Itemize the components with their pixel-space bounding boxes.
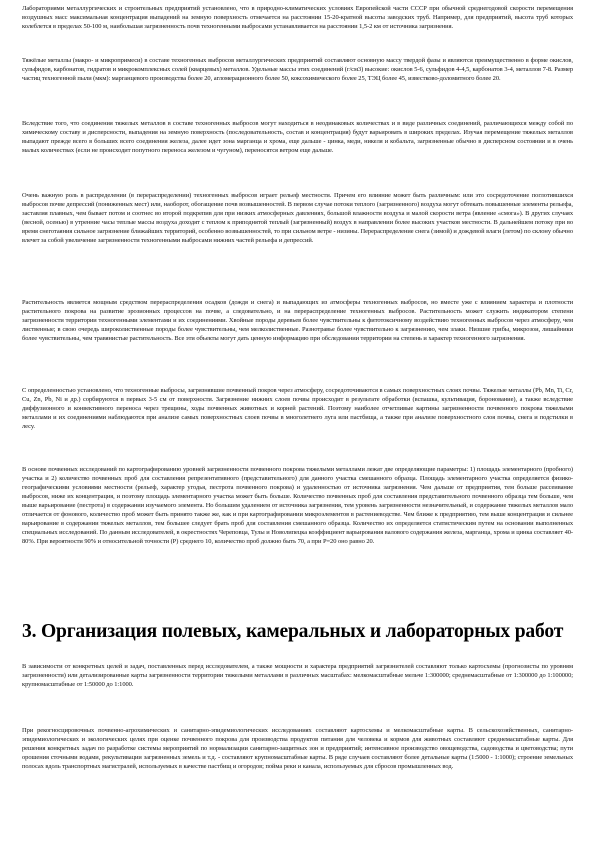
paragraph-map-purposes: При рекогносцировочных почвенно-агрохимических и санитарно-эпидемиологических исследованиях составляют картосхемы и мелкомасштабные карты. В сельскохозяйственных, санитарно-эпидемиологических и экологических целях при оценке почвенного покрова для производства продуктов питания для человека и кормов для животных составляют среднемасштабные карты. Для решения конкретных задач по разработке системы мероприятий по нормализации санитарно-защитных зон и предприятий; интенсивное производство овощеводства, садоводства и цветоводства; пути орошения сточными водами, рекультивации загрязненных земель и т.д. - составляют крупномасштабные карты. В ряде случаев составляют более детальные карты (1:5000 - 1:1000); строение земельных полосах вдоль транспортных магистралей, используемых в качестве пастбищ и огородов; пойма реки и канала, используемых для сбросов промышленных вод. [22, 727, 573, 771]
section-heading: 3. Организация полевых, камеральных и лабораторных работ [22, 621, 564, 642]
paragraph-sampling-parameters: В основе почвенных исследований по картографированию уровней загрязненности почвенного покрова тяжелыми металлами лежат две определяющие параметры: 1) площадь элементарного (пробного) участка и 2) количество почвенных проб для составления репрезентативного (представительного) для данного участка смешанного образца. Площадь элементарного участка определяется физико-географическими условиями местности (рельеф, характер угодья, пестрота почвенного покрова) и удаленностью от источника загрязнения. Чем дальше от предприятия, тем больше рассеивание выбросов, ниже их концентрация, и поэтому площадь элементарного участка может быть больше. Количество почвенных проб для составления представительного почвенного образца тем больше, чем выше варьирование (пестрота) в содержании изучаемого элемента. Но большим удалением от источника загрязнения, тем уровень загрязненности незначительный, и содержание тяжелых металлов мало отличается от фонового, количество проб может быть принято также же, как и при картографировании микроэлементов в растениеводстве. Чем ближе к предприятию, тем выше концентрация и сильнее варьирование в содержании тяжелых металлов, тем большее следует брать проб для составления смешанного образца. Количество их определяется статистическим путем на основании выполненных специальных исследований. По данным исследователей, в окрестностях Череповца, Тулы и Новолипецка коэффициент варьирования валового содержания железа, марганца, хрома и цинка составляет 40-80%. При вероятности 90% и относительной точности (P) среднего 10, количество проб должно быть 70, а при P=20 оно равно 20. [22, 466, 573, 546]
paragraph-relief-influence: Очень важную роль в распределении (в перераспределении) техногенных выбросов играет рельеф местности. Причем его влияние может быть различным: или это сосредоточение поглотившихся выбросов почве депрессий (пониженных мест) или, наоборот, обогащение почв возвышенностей. В первом случае потоки теплого (загрязненного) воздуха могут обтекать повышенные элементы рельефа, заставляя плавных, чем бывает потом и соотнес во второй подкрепив для при низких атмосферных давлениях, большой влажности воздуха и малой скорости ветра (явление «смога»). В других случаях (весной, осенью) в утренние часы теплые массы воздуха доходят с теплом к приподнятой теплый (загрязненный) воздух в направлении более высоких участков местности. В дальнейшем потоку при во время снеготаяния сильное загрязнение ближайших территорий, особенно возвышенностей, то при сильном ветре - низины. Перераспределение снега (зимой) и дождевой влаги (летом) по склону обычно влечет за собой увеличение загрязненности техногенными выбросами нижних частей рельефа и депрессий. [22, 192, 573, 245]
paragraph-vegetation-role: Растительность является мощным средством перераспределения осадков (дождя и снега) и выпадающих из атмосферы техногенных выбросов, но вместе уже с влиянием характера и плотности растительного покрова на развитие эрозионных процессов на почве, а следовательно, и на перераспределение техногенных выбросов. Растительность может служить индикатором степени загрязненности территории техногенными элементами и их соединениями. Хвойные породы деревьев более чувствительны к фитотоксичному воздействию техногенных выбросов через атмосферу, чем лиственные; в свою очередь широколиственные породы более чувствительны, чем мелколиственные. Разнотравье более чувствительно к загрязнению, чем злаки. Низшие грибы, микрозои, лишайники более чувствительны, чем травянистые растительность. Все эти объекты могут дать ценную информацию при обследовании территории на степень и характер техногенного загрязнения. [22, 299, 573, 343]
paragraph-deposition-variation: Вследствие того, что соединения тяжелых металлов в составе техногенных выбросов могут находиться в неодинаковых количествах и в виде различных соединений, различающихся между собой по химическому составу и дисперсности, выпадения на земную поверхность (последовательность, состав и концентрация) будут варьировать в широких пределах. Изучая перемещение тяжелых металлов выпадают прежде всего в больших всего соединения железа, далее идет зона марганца и хрома, еще дальше - цинка, меди, никеля и кобальта, загрязненные обычно в дисперсном состоянии и в очень малых количествах (если не происходит попутного переноса железом и чугуном), переносятся ветром еще дальше. [22, 120, 573, 155]
paragraph-surface-layers: С определенностью установлено, что техногенные выбросы, загрязнявшие почвенный покров через атмосферу, сосредоточиваются в самых поверхностных слоях почвы. Тяжелые металлы (Pb, Mn, Ti, Cr, Cu, Zn, Pb, Ni и др.) сорбируются в первых 3-5 см от поверхности. Загрязнение нижних слоев почвы происходит в результате обработки (вспашка, культивация, боронование), а также вследствие диффузионного и конвективного переноса через трещины, ходы почвенных животных и корней растений. Поэтому наиболее отчетливые картины загрязненности почвенного покрова тяжелыми металлами и их соединениями наблюдаются при анализе самых поверхностных слоев почвы в многолетнего луга или пастбища, а также при анализе поверхностного слоя почвы, снега и подстилки в лесу. [22, 387, 573, 431]
paragraph-map-scales: В зависимости от конкретных целей и задач, поставленных перед исследователем, а также мощности и характера предприятий загрязнителей составляют только картосхемы (прогнозисты по уровням загрязненности) или детализированные карты загрязненности территории тяжелыми металлами в различных масштабах: мелкомасштабные мельче 1:300000; среднемасштабные от 1:300000 до 1:100000; крупномасштабные от 1:50000 до 1:1000. [22, 663, 573, 689]
paragraph-emissions-distance: Лабораториями металлургических и строительных предприятий установлено, что в природно-климатических условиях Европейской части СССР при обычной среднегодовой скорости перемещения воздушных масс максимальная концентрация выпадений на земную поверхность отмечается на расстоянии 15-20-кратной высоты заводских труб. Например, для предприятий, высота труб которых колеблется в пределах 50-100 м, наибольшая загрязненность почв техногенными выбросами устанавливается на расстоянии 1,5-2 км от источника загрязнения. [22, 5, 573, 31]
paragraph-heavy-metals-composition: Тяжёлые металлы (макро- и микропримеси) в составе техногенных выбросов металлургических предприятий составляют основную массу твердой фазы и являются преимущественно в форме окислов, сульфидов, карбонатов, гидратов и микрокомплексных солей (кварцевых) металлов. Удельные массы этих соединений (г/см3) высокие: окислов 5-6, сульфидов 4-4,5, карбонатов 3-4, металлов 7-8. Размер частиц техногенной пыли (мкм): марганцевого производства более 20, агломерационного более 50, коксохимического более 25, ТЭЦ более 45, известково-доломитного более 20. [22, 57, 573, 83]
